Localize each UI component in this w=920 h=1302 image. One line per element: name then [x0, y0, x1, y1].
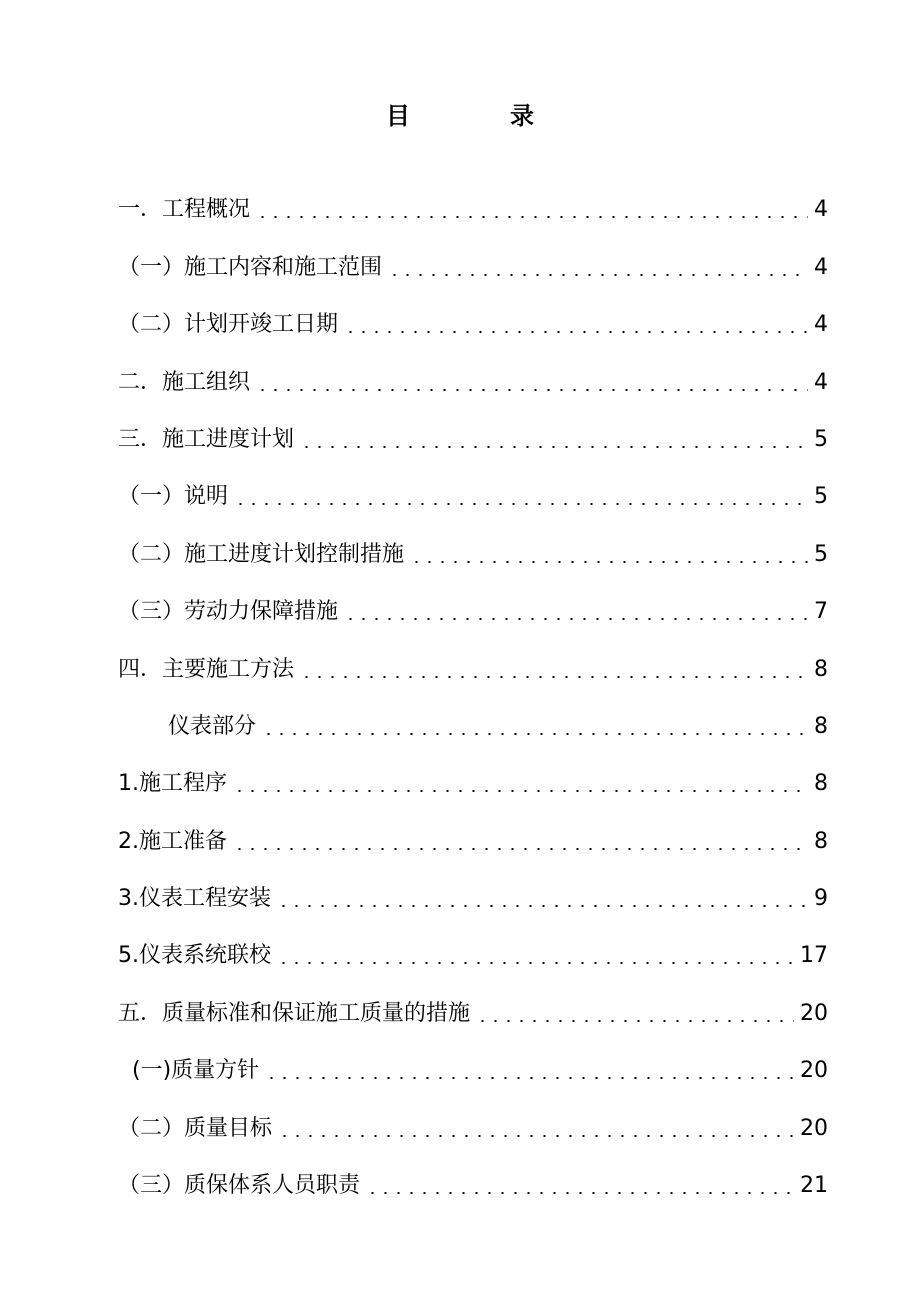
toc-page-number: 8 [814, 713, 828, 739]
toc-entry-text: 5.仪表系统联校 [118, 943, 271, 969]
dot-leader [344, 618, 808, 620]
toc-page-number: 8 [814, 828, 828, 854]
toc-entry[interactable] [118, 879, 828, 936]
toc-page-number: 5 [814, 426, 828, 452]
toc-entry[interactable] [118, 362, 828, 419]
toc-entry[interactable] [118, 420, 828, 477]
dot-leader [388, 274, 808, 276]
dot-leader [256, 389, 808, 391]
toc-page-number: 20 [800, 1115, 828, 1141]
toc-page-number: 7 [814, 599, 828, 625]
toc-entry[interactable] [118, 764, 828, 821]
dot-leader [256, 216, 808, 218]
toc-entry[interactable] [118, 592, 828, 649]
toc-page-number: 5 [814, 541, 828, 567]
dot-leader [233, 790, 808, 792]
toc-entry[interactable] [118, 247, 828, 304]
toc-page-number: 20 [800, 1058, 828, 1084]
toc-entry-text: 二．施工组织 [118, 369, 251, 395]
toc-entry[interactable] [118, 1108, 828, 1165]
toc-entry-text: （三）劳动力保障措施 [118, 599, 339, 625]
toc-entry[interactable] [118, 821, 828, 878]
toc-page-number: 4 [814, 312, 828, 338]
toc-entry[interactable] [118, 993, 828, 1050]
toc-entry[interactable] [118, 305, 828, 362]
dot-leader [278, 1135, 794, 1137]
dot-leader [476, 1020, 794, 1022]
toc-page-number: 4 [814, 197, 828, 223]
toc-entry-text: 2.施工准备 [118, 828, 227, 854]
dot-leader [344, 331, 808, 333]
toc-entry-text: 五．质量标准和保证施工质量的措施 [118, 1000, 471, 1026]
toc-page-number: 20 [800, 1000, 828, 1026]
table-of-contents [118, 190, 828, 1223]
toc-page-number: 8 [814, 656, 828, 682]
toc-entry[interactable] [118, 936, 828, 993]
toc-entry[interactable] [118, 1166, 828, 1223]
dot-leader [277, 962, 794, 964]
toc-page-number: 4 [814, 254, 828, 280]
toc-entry[interactable] [118, 477, 828, 534]
toc-entry[interactable] [118, 707, 828, 764]
toc-page-number: 8 [814, 771, 828, 797]
toc-entry[interactable] [118, 649, 828, 706]
toc-entry-text: 三．施工进度计划 [118, 426, 295, 452]
dot-leader [265, 1077, 794, 1079]
toc-entry-text: （一）施工内容和施工范围 [118, 254, 383, 280]
toc-entry[interactable] [118, 1051, 828, 1108]
toc-entry-text: 3.仪表工程安装 [118, 886, 271, 912]
toc-page-number: 4 [814, 369, 828, 395]
toc-entry-text: （二）计划开竣工日期 [118, 312, 339, 338]
dot-leader [366, 1192, 794, 1194]
page-title: 目 录 [386, 102, 572, 130]
toc-page-number: 9 [814, 886, 828, 912]
toc-entry-text: （三）质保体系人员职责 [118, 1173, 361, 1199]
dot-leader [234, 503, 808, 505]
toc-entry-text: (一)质量方针 [132, 1058, 260, 1084]
toc-entry-text: （二）施工进度计划控制措施 [118, 541, 405, 567]
dot-leader [262, 733, 808, 735]
toc-entry[interactable] [118, 190, 828, 247]
toc-entry-text: 四．主要施工方法 [118, 656, 295, 682]
dot-leader [300, 676, 808, 678]
toc-entry-text: 仪表部分 [168, 713, 257, 739]
toc-entry-text: （二）质量目标 [118, 1115, 273, 1141]
toc-entry[interactable] [118, 534, 828, 591]
toc-entry-text: 一．工程概况 [118, 197, 251, 223]
toc-page-number: 17 [800, 943, 828, 969]
dot-leader [233, 848, 808, 850]
toc-page-number: 21 [800, 1173, 828, 1199]
toc-page-number: 5 [814, 484, 828, 510]
dot-leader [410, 561, 808, 563]
toc-entry-text: （一）说明 [118, 484, 229, 510]
toc-entry-text: 1.施工程序 [118, 771, 227, 797]
dot-leader [300, 446, 808, 448]
dot-leader [277, 905, 808, 907]
